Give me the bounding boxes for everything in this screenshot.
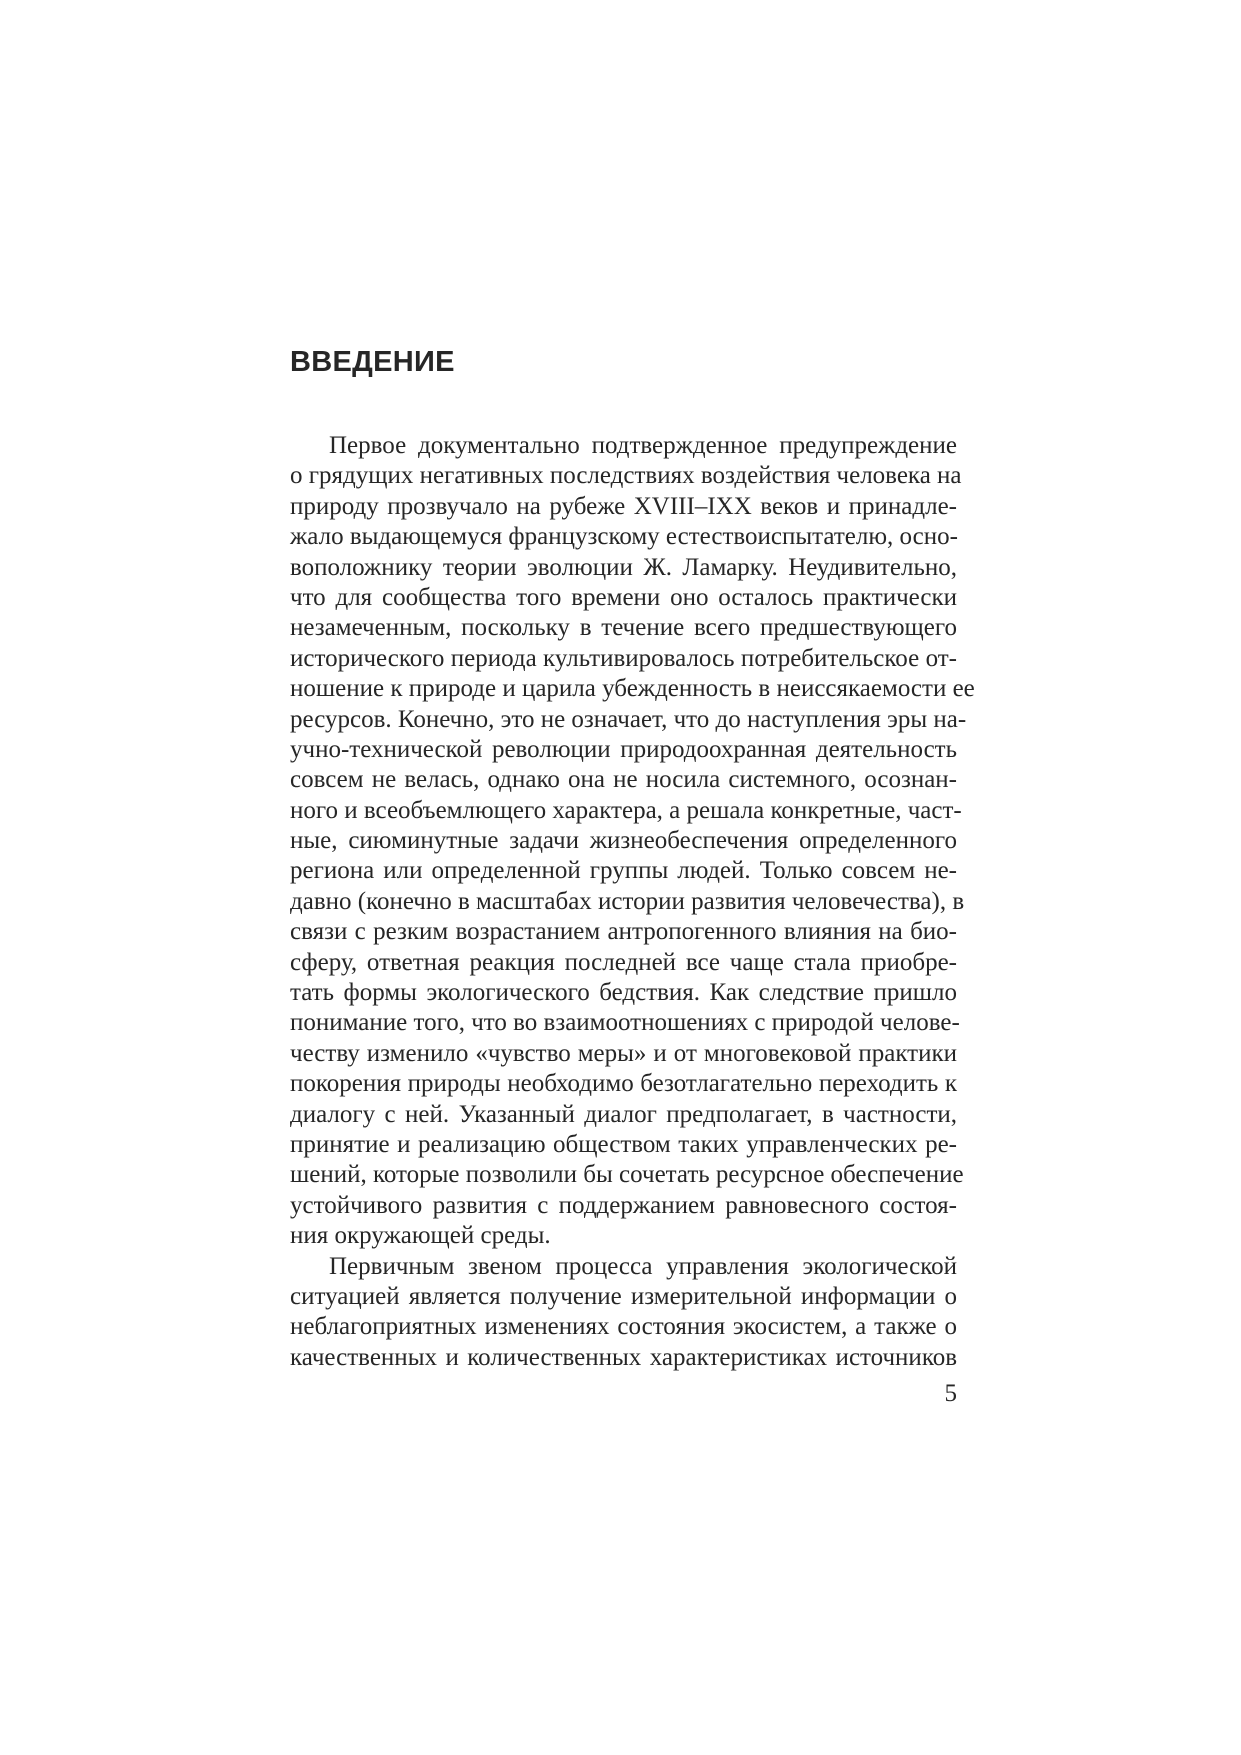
text-line: устойчивого развития с поддержанием равновесного состоя- (290, 1191, 957, 1219)
text-line: сферу, ответная реакция последней все чаще стала приобре- (290, 948, 957, 976)
text-line: незамеченным, поскольку в течение всего предшествующего (290, 614, 957, 642)
text-line: о грядущих негативных последствиях воздействия человека на (290, 462, 962, 490)
text-line: Первичным звеном процесса управления экологической (329, 1252, 957, 1280)
text-line: учно-технической революции природоохранная деятельность (290, 735, 957, 763)
section-heading: ВВЕДЕНИЕ (290, 346, 455, 378)
text-line: ресурсов. Конечно, это не означает, что до наступления эры на- (290, 705, 967, 733)
text-line: честву изменило «чувство меры» и от многовековой практики (290, 1039, 957, 1067)
text-line: шений, которые позволили бы сочетать ресурсное обеспечение (290, 1161, 964, 1189)
text-line: связи с резким возрастанием антропогенного влияния на био- (290, 918, 957, 946)
text-line: воположнику теории эволюции Ж. Ламарку. Неудивительно, (290, 553, 957, 581)
page-number: 5 (944, 1380, 957, 1407)
text-line: давно (конечно в масштабах истории развития человечества), в (290, 887, 965, 915)
text-line: ситуацией является получение измерительной информации о (290, 1282, 957, 1310)
text-line: ношение к природе и царила убежденность в неиссякаемости ее (290, 675, 975, 703)
text-line: тать формы экологического бедствия. Как следствие пришло (290, 979, 957, 1007)
text-line: ного и всеобъемлющего характера, а решала конкретные, част- (290, 796, 962, 824)
text-line: природу прозвучало на рубеже XVIII–IXX веков и принадле- (290, 492, 957, 520)
body-text (290, 431, 975, 1373)
text-line: совсем не велась, однако она не носила системного, осознан- (290, 766, 957, 794)
text-line: жало выдающемуся французскому естествоиспытателю, осно- (290, 523, 958, 551)
text-line: что для сообщества того времени оно осталось практически (290, 583, 957, 611)
text-line: понимание того, что во взаимоотношениях с природой челове- (290, 1009, 960, 1037)
text-line: покорения природы необходимо безотлагательно переходить к (290, 1070, 957, 1098)
text-line: ные, сиюминутные задачи жизнеобеспечения определенного (290, 827, 957, 855)
text-line: диалогу с ней. Указанный диалог предполагает, в частности, (290, 1100, 957, 1128)
text-line: региона или определенной группы людей. Только совсем не- (290, 857, 957, 885)
text-line: принятие и реализацию обществом таких управленческих ре- (290, 1130, 957, 1158)
text-line: неблагоприятных изменениях состояния экосистем, а также о (290, 1313, 957, 1341)
text-line: качественных и количественных характеристиках источников (290, 1343, 957, 1371)
text-line: Первое документально подтвержденное предупреждение (329, 432, 957, 459)
text-line: ния окружающей среды. (290, 1222, 551, 1250)
text-line: исторического периода культивировалось потребительское от- (290, 644, 957, 672)
